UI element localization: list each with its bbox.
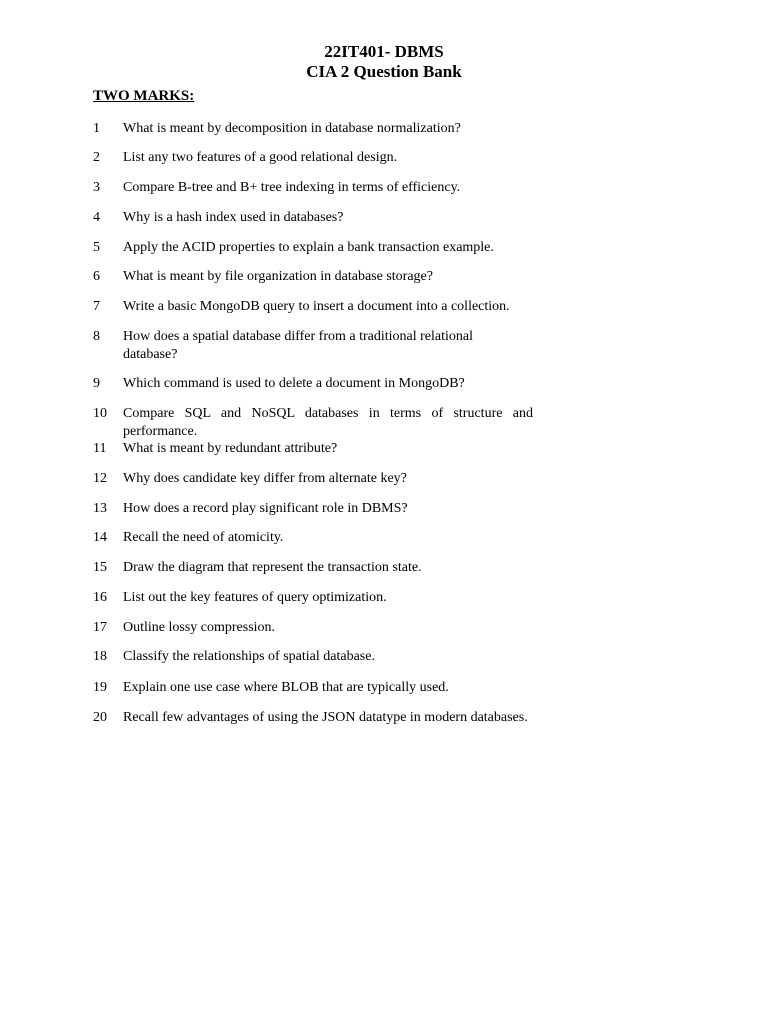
question-text: Which command is used to delete a document in MongoDB? [123, 376, 465, 391]
question-item [93, 328, 478, 364]
question-item [93, 559, 533, 577]
section-heading: TWO MARKS: [93, 88, 195, 104]
document-title: CIA 2 Question Bank [306, 62, 462, 81]
question-number: 6 [93, 269, 100, 284]
question-text: What is meant by file organization in database storage? [123, 269, 433, 284]
question-item [93, 268, 533, 286]
question-item [93, 440, 533, 458]
question-text: Recall few advantages of using the JSON datatype in modern databases. [123, 710, 528, 725]
question-text: Recall the need of atomicity. [123, 530, 284, 545]
question-text: Why is a hash index used in databases? [123, 210, 344, 225]
question-text: Outline lossy compression. [123, 620, 276, 635]
question-item [93, 648, 533, 666]
question-item [93, 120, 533, 138]
question-text: Why does candidate key differ from alternate key? [123, 471, 407, 486]
question-number: 18 [93, 649, 107, 664]
question-text: What is meant by redundant attribute? [123, 441, 338, 456]
question-number: 5 [93, 240, 100, 255]
question-number: 1 [93, 121, 100, 136]
question-item [93, 529, 533, 547]
question-text: List any two features of a good relational design. [123, 150, 398, 165]
question-item [93, 239, 533, 257]
question-item [93, 679, 533, 697]
question-item [93, 298, 533, 316]
question-number: 14 [93, 530, 107, 545]
question-number: 16 [93, 590, 107, 605]
question-item [93, 179, 533, 197]
question-text: How does a spatial database differ from a traditional relational database? [123, 329, 473, 362]
question-item [93, 619, 533, 637]
course-title: 22IT401- DBMS [324, 42, 444, 61]
question-number: 7 [93, 299, 100, 314]
question-number: 20 [93, 710, 107, 725]
question-text: Draw the diagram that represent the transaction state. [123, 560, 422, 575]
question-number: 11 [93, 441, 107, 456]
question-number: 2 [93, 150, 100, 165]
question-text: Classify the relationships of spatial database. [123, 649, 375, 664]
question-item [93, 149, 533, 167]
question-number: 12 [93, 471, 107, 486]
question-item [93, 470, 533, 488]
question-item [93, 405, 533, 441]
question-number: 10 [93, 406, 107, 421]
question-text: Compare SQL and NoSQL databases in terms of structure and performance. [123, 406, 533, 439]
question-item [93, 375, 533, 393]
question-text: Explain one use case where BLOB that are typically used. [123, 680, 449, 695]
question-number: 8 [93, 329, 100, 344]
question-text: Compare B-tree and B+ tree indexing in terms of efficiency. [123, 180, 461, 195]
question-item [93, 209, 533, 227]
question-text: Write a basic MongoDB query to insert a document into a collection. [123, 299, 510, 314]
question-number: 17 [93, 620, 107, 635]
question-number: 13 [93, 501, 107, 516]
question-text: List out the key features of query optimization. [123, 590, 387, 605]
question-item [93, 500, 533, 518]
question-number: 4 [93, 210, 100, 225]
question-text: How does a record play significant role in DBMS? [123, 501, 408, 516]
question-text: Apply the ACID properties to explain a bank transaction example. [123, 240, 494, 255]
question-number: 9 [93, 376, 100, 391]
question-item [93, 709, 533, 727]
question-number: 15 [93, 560, 107, 575]
question-number: 19 [93, 680, 107, 695]
question-text: What is meant by decomposition in database normalization? [123, 121, 461, 136]
question-item [93, 589, 533, 607]
question-number: 3 [93, 180, 100, 195]
